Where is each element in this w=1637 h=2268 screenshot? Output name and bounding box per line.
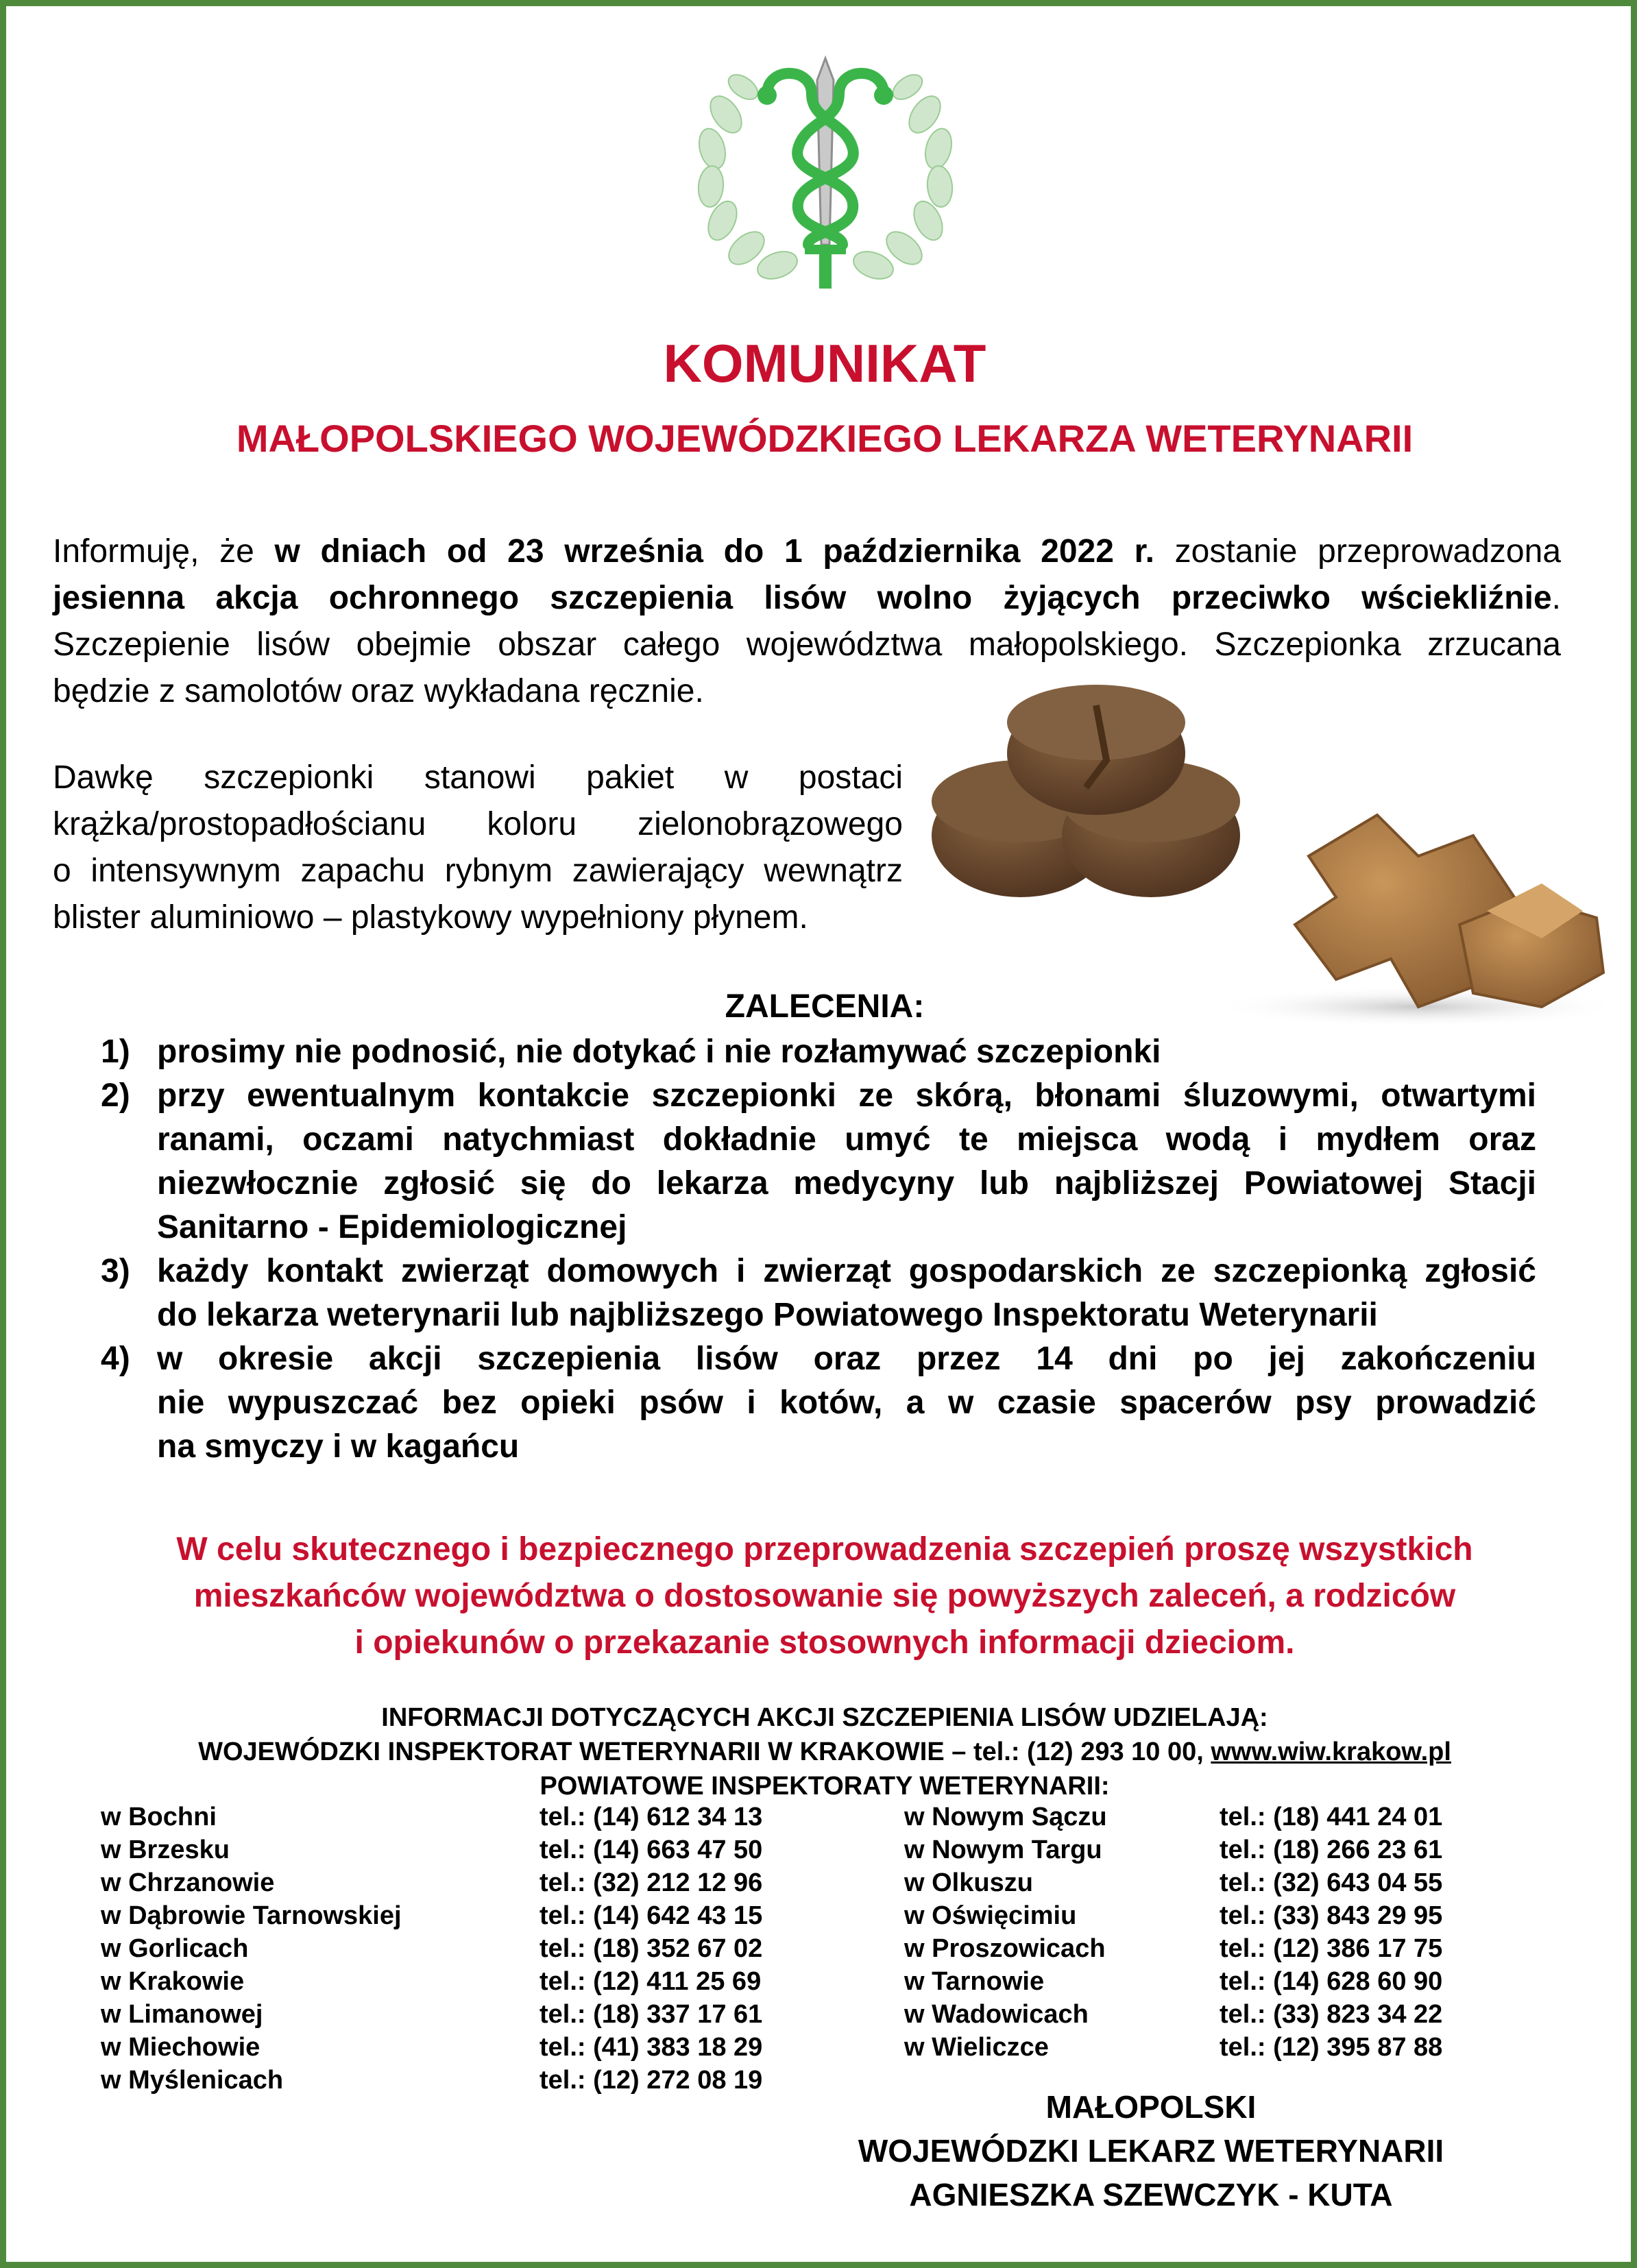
recommendation-line: niezwłocznie zgłosić się do lekarza medycyny lub najbliższej Powiatowej Stacji [157, 1165, 1536, 1202]
office-phone: tel.: (14) 663 47 50 [539, 1836, 763, 1864]
office-phone: tel.: (18) 352 67 02 [539, 1934, 763, 1963]
recommendation-item-2 [101, 1074, 1536, 1249]
office-row [904, 2031, 1521, 2064]
office-row [101, 2031, 855, 2064]
recommendation-number: 4) [101, 1341, 130, 1377]
dose-paragraph [53, 755, 903, 941]
office-row [904, 1932, 1521, 1965]
signature-line-3: AGNIESZKA SZEWCZYK - KUTA [909, 2177, 1393, 2212]
office-place: w Myślenicach [101, 2066, 284, 2095]
appeal-line-1: W celu skutecznego i bezpiecznego przeprowadzenia szczepień proszę wszystkich [176, 1531, 1473, 1568]
office-row [101, 1998, 855, 2031]
office-phone: tel.: (14) 642 43 15 [539, 1901, 763, 1930]
office-phone: tel.: (12) 411 25 69 [539, 1967, 762, 1996]
office-phone: tel.: (12) 395 87 88 [1220, 2033, 1443, 2062]
office-row [904, 1998, 1521, 2031]
piw-heading: POWIATOWE INSPEKTORATY WETERYNARII: [539, 1772, 1110, 1801]
intro-line-1: Informuję, że w dniach od 23 września do 1 października 2022 r. zostanie przeprowadzona [53, 533, 1562, 570]
office-phone: tel.: (32) 643 04 55 [1220, 1868, 1443, 1897]
office-place: w Tarnowie [904, 1967, 1045, 1996]
office-row [101, 1932, 855, 1965]
recommendation-item-3 [101, 1249, 1536, 1337]
intro-line-4: będzie z samolotów oraz wykładana ręcznie. [53, 673, 704, 709]
dose-line-1: Dawkę szczepionki stanowi pakiet w postaci [53, 759, 903, 796]
office-place: w Gorlicach [101, 1934, 249, 1963]
recommendation-number: 1) [101, 1034, 130, 1070]
office-row [904, 1833, 1521, 1866]
recommendations-list [101, 1030, 1536, 1469]
office-phone: tel.: (41) 383 18 29 [539, 2033, 763, 2062]
office-row [101, 1801, 855, 1833]
signature-line-2: WOJEWÓDZKI LEKARZ WETERYNARII [858, 2133, 1444, 2169]
info-heading: INFORMACJI DOTYCZĄCYCH AKCJI SZCZEPIENIA LISÓW UDZIELAJĄ: [381, 1703, 1268, 1732]
office-phone: tel.: (14) 612 34 13 [539, 1803, 763, 1831]
info-block [6, 1700, 1637, 1803]
signature-line-1: MAŁOPOLSKI [1045, 2089, 1257, 2125]
office-phone: tel.: (18) 266 23 61 [1220, 1836, 1443, 1864]
office-place: w Dąbrowie Tarnowskiej [101, 1901, 402, 1930]
office-phone: tel.: (18) 337 17 61 [539, 2000, 763, 2029]
appeal-line-3: i opiekunów o przekazanie stosownych informacji dzieciom. [354, 1624, 1295, 1661]
office-phone: tel.: (32) 212 12 96 [539, 1868, 763, 1897]
dose-line-4: blister aluminiowo – plastykowy wypełniony płynem. [53, 899, 808, 936]
recommendation-line: ranami, oczami natychmiast dokładnie umyć te miejsca wodą i mydłem oraz [157, 1121, 1536, 1158]
office-row [904, 1899, 1521, 1932]
office-row [101, 1965, 855, 1998]
dose-line-3: o intensywnym zapachu rybnym zawierający wewnątrz [53, 853, 903, 889]
office-row [101, 1899, 855, 1932]
office-phone: tel.: (12) 386 17 75 [1220, 1934, 1443, 1963]
appeal-paragraph [6, 1526, 1637, 1666]
dose-line-2: krążka/prostopadłościanu koloru zielonobrązowego [53, 806, 903, 842]
office-row [101, 1866, 855, 1899]
recommendation-line: do lekarza weterynarii lub najbliższego Powiatowego Inspektoratu Weterynarii [157, 1297, 1378, 1333]
veterinary-inspection-logo-icon [664, 39, 986, 300]
appeal-line-2: mieszkańców województwa o dostosowanie się powyższych zaleceń, a rodziców [193, 1578, 1456, 1614]
office-row [904, 1801, 1521, 1833]
page-subtitle: MAŁOPOLSKIEGO WOJEWÓDZKIEGO LEKARZA WETERYNARII [236, 417, 1414, 460]
office-place: w Wadowicach [904, 2000, 1089, 2029]
office-phone: tel.: (14) 628 60 90 [1220, 1967, 1443, 1996]
recommendations-heading: ZALECENIA: [725, 988, 925, 1025]
office-phone: tel.: (33) 823 34 22 [1220, 2000, 1443, 2029]
offices-right-column [904, 1801, 1521, 2064]
office-place: w Limanowej [101, 2000, 263, 2029]
office-place: w Chrzanowie [101, 1868, 275, 1897]
page-title: KOMUNIKAT [663, 333, 986, 393]
intro-line-3: Szczepienie lisów obejmie obszar całego województwa małopolskiego. Szczepionka zrzucana [53, 626, 1561, 663]
office-place: w Oświęcimiu [904, 1901, 1077, 1930]
offices-left-column [101, 1801, 855, 2097]
recommendation-item-4 [101, 1337, 1536, 1469]
office-place: w Wieliczce [904, 2033, 1049, 2062]
recommendation-line: Sanitarno - Epidemiologicznej [157, 1209, 627, 1245]
recommendation-item-1 [101, 1030, 1536, 1074]
fox-vaccine-baits-image [925, 678, 1617, 1027]
recommendation-number: 2) [101, 1077, 130, 1114]
signature-block [774, 2085, 1528, 2217]
office-row [904, 1866, 1521, 1899]
intro-line-2: jesienna akcja ochronnego szczepienia lisów wolno żyjących przeciwko wściekliźnie. [53, 580, 1561, 616]
office-place: w Bochni [101, 1803, 217, 1831]
recommendation-line: prosimy nie podnosić, nie dotykać i nie rozłamywać szczepionki [157, 1034, 1161, 1070]
office-place: w Nowym Sączu [904, 1803, 1107, 1831]
wiw-contact: WOJEWÓDZKI INSPEKTORAT WETERYNARII W KRAKOWIE – tel.: (12) 293 10 00, www.wiw.krakow.pl [198, 1737, 1451, 1766]
office-place: w Miechowie [101, 2033, 260, 2062]
recommendation-line: w okresie akcji szczepienia lisów oraz przez 14 dni po jej zakończeniu [157, 1341, 1536, 1377]
office-place: w Nowym Targu [904, 1836, 1102, 1864]
office-row [101, 2064, 855, 2097]
office-row [101, 1833, 855, 1866]
office-place: w Olkuszu [904, 1868, 1033, 1897]
office-phone: tel.: (33) 843 29 95 [1220, 1901, 1443, 1930]
recommendation-line: na smyczy i w kagańcu [157, 1428, 520, 1465]
office-row [904, 1965, 1521, 1998]
office-phone: tel.: (12) 272 08 19 [539, 2066, 763, 2095]
office-place: w Brzesku [101, 1836, 230, 1864]
recommendation-number: 3) [101, 1253, 130, 1289]
office-place: w Krakowie [101, 1967, 245, 1996]
recommendation-line: przy ewentualnym kontakcie szczepionki ze skórą, błonami śluzowymi, otwartymi [157, 1077, 1536, 1114]
recommendation-line: nie wypuszczać bez opieki psów i kotów, a w czasie spacerów psy prowadzić [157, 1385, 1536, 1421]
website-link[interactable]: www.wiw.krakow.pl [1211, 1737, 1451, 1766]
office-place: w Proszowicach [904, 1934, 1106, 1963]
office-phone: tel.: (18) 441 24 01 [1220, 1803, 1443, 1831]
recommendation-line: każdy kontakt zwierząt domowych i zwierząt gospodarskich ze szczepionką zgłosić [157, 1253, 1536, 1289]
